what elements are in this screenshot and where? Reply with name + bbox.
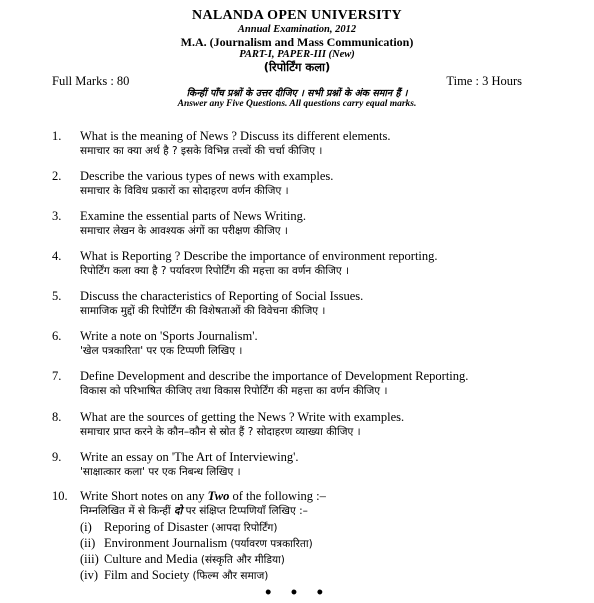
question-number: 2. [52, 169, 62, 183]
question-number: 3. [52, 209, 62, 223]
question-hindi: 'खेल पत्रकारिता' पर एक टिप्पणी लिखिए । [80, 345, 243, 357]
question-english: What is Reporting ? Describe the importance of environment reporting. [80, 249, 438, 263]
university-name: NALANDA OPEN UNIVERSITY [192, 8, 402, 23]
question-number: 5. [52, 289, 62, 303]
question-english: Write an essay on 'The Art of Interviewing'. [80, 450, 299, 464]
question-hindi: समाचार के विविध प्रकारों का सोदाहरण वर्णन कीजिए । [80, 185, 289, 197]
question-number: 6. [52, 329, 62, 343]
option-item [80, 536, 313, 551]
instruction-hindi: किन्हीं पाँच प्रश्नों के उत्तर दीजिए । सभी प्रश्नों के अंक समान हैं । [186, 88, 408, 99]
option-item [80, 552, 285, 567]
option-hindi: (पर्यावरण पत्रकारिता) [230, 538, 313, 550]
question-hindi: सामाजिक मुद्दों की रिपोर्टिंग की विशेषताओं की विवेचना कीजिए । [80, 305, 326, 317]
question-number: 9. [52, 450, 62, 464]
question-english: Discuss the characteristics of Reporting of Social Issues. [80, 289, 364, 303]
option-english: Film and Society [104, 568, 190, 582]
question-hindi: रिपोर्टिंग कला क्या है ? पर्यावरण रिपोर्टिंग की महत्ता का वर्णन कीजिए । [80, 265, 350, 277]
paper-title: PART-I, PAPER-III (New) [239, 49, 355, 60]
question-english: Define Development and describe the importance of Development Reporting. [80, 369, 469, 383]
course-title: M.A. (Journalism and Mass Communication) [180, 35, 414, 49]
option-label: (iii) [80, 552, 99, 566]
question-english: What is the meaning of News ? Discuss its different elements. [80, 129, 391, 143]
option-english: Culture and Media [104, 552, 198, 566]
question-number: 1. [52, 129, 62, 143]
option-label: (ii) [80, 536, 96, 550]
question-hindi: विकास को परिभाषित कीजिए तथा विकास रिपोर्टिंग की महत्ता का वर्णन कीजिए । [80, 385, 388, 397]
question-english: Examine the essential parts of News Writing. [80, 209, 306, 223]
option-item [80, 568, 268, 583]
full-marks: Full Marks : 80 [52, 74, 130, 88]
question-english: Describe the various types of news with examples. [80, 169, 334, 183]
option-item [80, 520, 277, 535]
subject-hindi: (रिपोर्टिंग कला) [263, 60, 331, 74]
option-english: Environment Journalism [104, 536, 228, 550]
exam-title: Annual Examination, 2012 [237, 24, 357, 35]
question-hindi: 'साक्षात्कार कला' पर एक निबन्ध लिखिए । [80, 466, 241, 478]
question-english: What are the sources of getting the News ? Write with examples. [80, 410, 405, 424]
option-hindi: (आपदा रिपोर्टिंग) [211, 522, 278, 534]
option-hindi: (फिल्म और समाज) [192, 570, 269, 582]
option-label: (iv) [80, 568, 99, 582]
question-hindi: समाचार का क्या अर्थ है ? इसके विभिन्न तत्त्वों की चर्चा कीजिए । [80, 145, 323, 157]
question-english: Write Short notes on any Two of the following :– [80, 489, 326, 503]
instruction-english: Answer any Five Questions. All questions carry equal marks. [177, 99, 417, 109]
end-marker: • • • [263, 585, 331, 601]
question-english: Write a note on 'Sports Journalism'. [80, 329, 258, 343]
question-number: 8. [52, 410, 62, 424]
question-hindi: समाचार लेखन के आवश्यक अंगों का परीक्षण कीजिए । [80, 225, 288, 237]
question-hindi: समाचार प्राप्त करने के कौन–कौन से स्रोत हैं ? सोदाहरण व्याख्या कीजिए । [80, 426, 361, 438]
question-number: 4. [52, 249, 62, 263]
option-english: Reporing of Disaster [104, 520, 209, 534]
question-hindi: निम्नलिखित में से किन्हीं दो पर संक्षिप्त टिप्पणियाँ लिखिए :– [80, 505, 308, 517]
question-number: 7. [52, 369, 62, 383]
option-label: (i) [80, 520, 92, 534]
question-number: 10. [52, 489, 68, 503]
time-allowed: Time : 3 Hours [446, 74, 522, 88]
option-hindi: (संस्कृति और मीडिया) [200, 554, 285, 566]
